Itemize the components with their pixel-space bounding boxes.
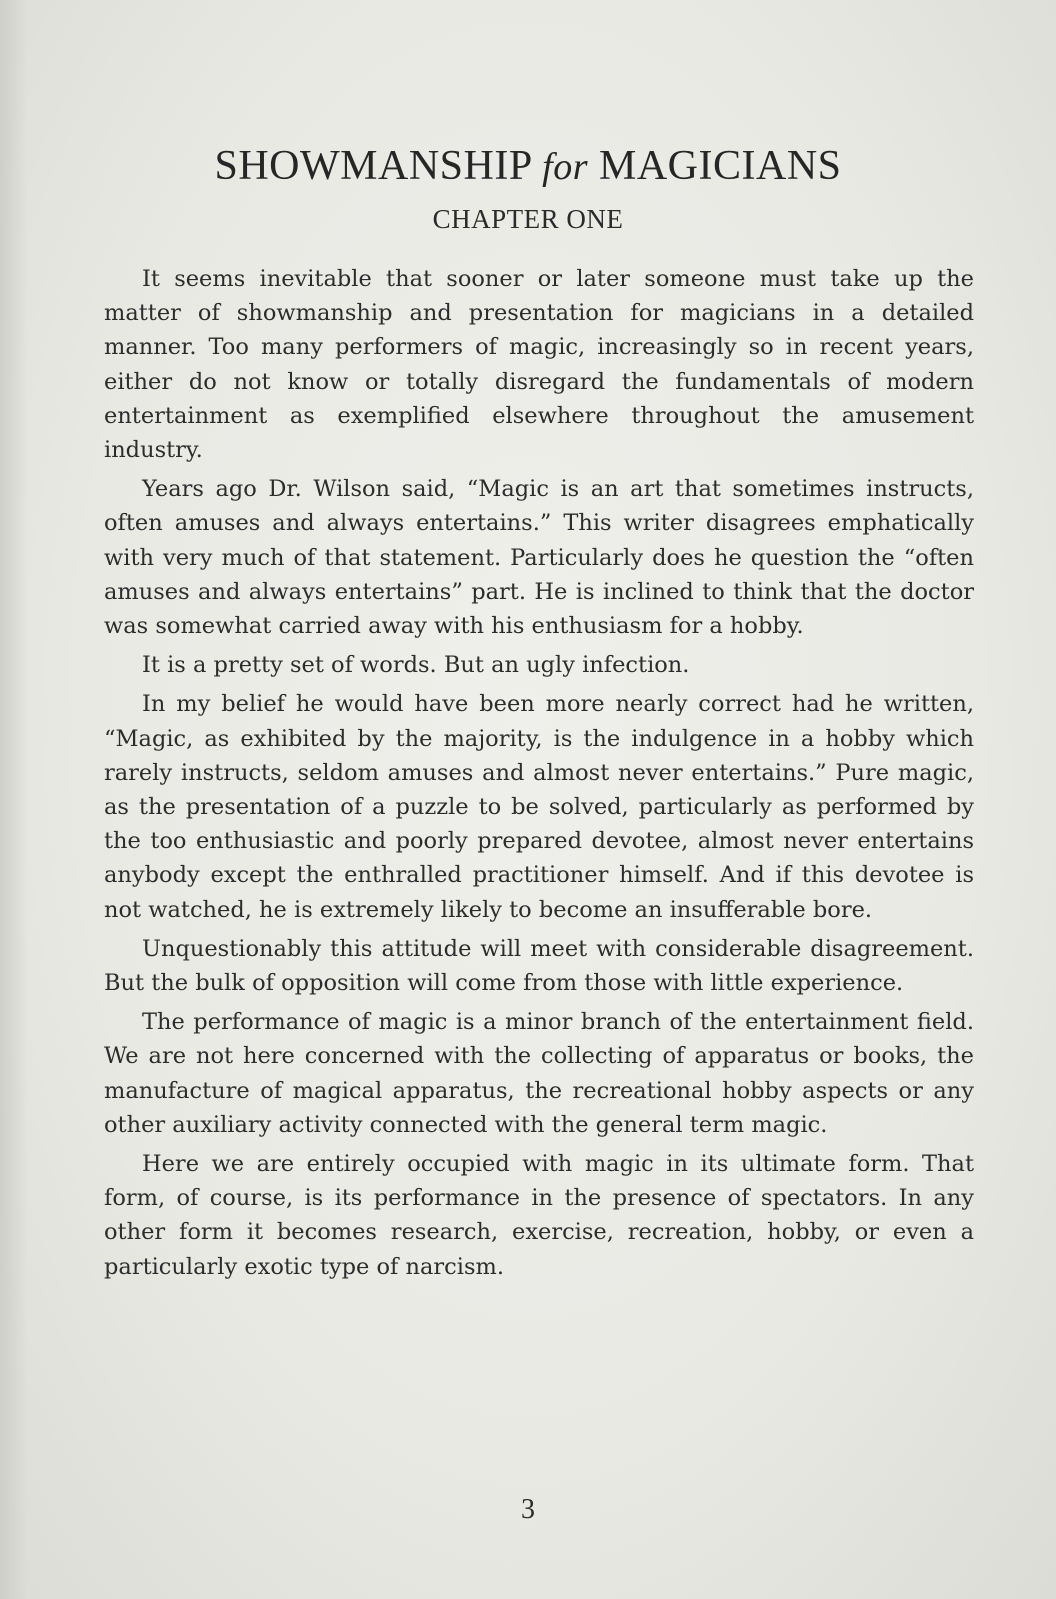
- title-part-1: SHOWMANSHIP: [214, 143, 543, 189]
- paragraph-4: In my belief he would have been more nearly correct had he written, “Magic, as exhibited by the majority, is the indulgence in a hobby which rarely instructs, seldom amuses and almost never entertains.” Pure magic, as the presentation of a puzzle to be solved, particularly as performed by the too enthusiastic and poorly prepared devotee, almost never entertains anybody except the enthralled practitioner himself. And if this devotee is not watched, he is extremely likely to become an insufferable bore.: [104, 691, 974, 923]
- paragraph-6: The performance of magic is a minor branch of the entertainment field. We are not here concerned with the collecting of apparatus or books, the manufacture of magical apparatus, the recreational hobby aspects or any other auxiliary activity connected with the general term magic.: [104, 1009, 974, 1138]
- paragraph-2: Years ago Dr. Wilson said, “Magic is an art that sometimes instructs, often amuses and always entertains.” This writer disagrees emphatically with very much of that statement. Particularly does he question the “often amuses and always entertains” part. He is inclined to think that the doctor was somewhat carried away with his enthusiasm for a hobby.: [104, 476, 974, 640]
- paragraph-7: Here we are entirely occupied with magic in its ultimate form. That form, of course, is its performance in the presence of spectators. In any other form it becomes research, exercise, recreation, hobby, or even a particularly exotic type of narcism.: [104, 1151, 974, 1280]
- book-title: [0, 140, 1056, 193]
- spine-shadow: [0, 0, 28, 1599]
- body-text: [104, 262, 974, 1289]
- title-italic-for: for: [542, 146, 588, 188]
- paragraph-3: It is a pretty set of words. But an ugly infection.: [142, 652, 690, 679]
- page-number: 3: [521, 1494, 535, 1525]
- paragraph-1: It seems inevitable that sooner or later someone must take up the matter of showmanship and presentation for magicians in a detailed manner. Too many performers of magic, increasingly so in recent years, either do not know or totally disregard the fundamentals of modern entertainment as exemplified elsewhere throughout the amusement industry.: [104, 266, 974, 464]
- title-part-2: MAGICIANS: [588, 143, 842, 189]
- paragraph-5: Unquestionably this attitude will meet with considerable disagreement. But the bulk of opposition will come from those with little experience.: [104, 935, 974, 997]
- chapter-heading: CHAPTER ONE: [432, 204, 624, 234]
